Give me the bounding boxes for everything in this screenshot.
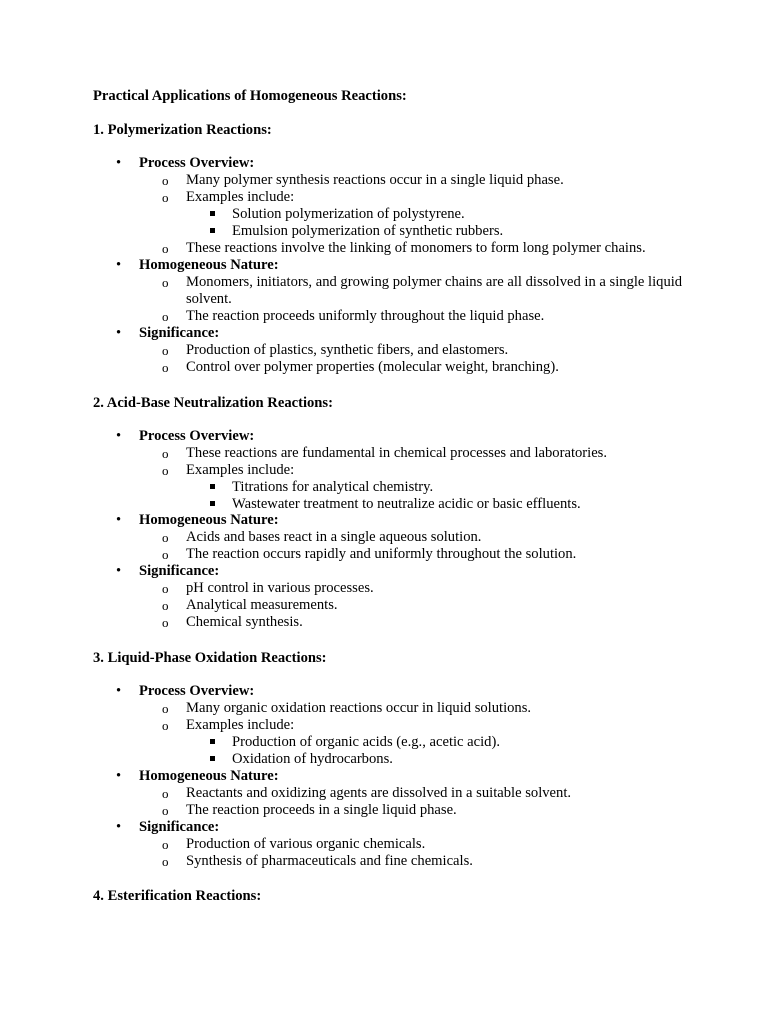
item-text: The reaction proceeds in a single liquid phase. — [186, 802, 457, 818]
list-item — [162, 529, 686, 546]
list-item — [232, 206, 465, 223]
item-label: Homogeneous Nature: — [139, 768, 279, 784]
item-text: Production of various organic chemicals. — [186, 836, 426, 852]
list-item — [116, 155, 255, 172]
circle-bullet-icon: o — [162, 190, 169, 205]
item-text: Oxidation of hydrocarbons. — [232, 751, 393, 767]
list-item — [116, 325, 220, 342]
square-bullet-icon — [210, 228, 215, 233]
circle-bullet-icon: o — [162, 547, 169, 562]
item-label: Significance: — [139, 325, 220, 341]
list-item — [162, 785, 686, 802]
list-item — [162, 614, 686, 631]
item-text: Solution polymerization of polystyrene. — [232, 206, 465, 222]
item-text: The reaction occurs rapidly and uniformly throughout the solution. — [186, 546, 577, 562]
list-item — [116, 819, 220, 836]
item-text: Many polymer synthesis reactions occur in a single liquid phase. — [186, 172, 564, 188]
item-text: Monomers, initiators, and growing polymer chains are all dissolved in a single liquid solvent. — [186, 274, 683, 308]
square-bullet-icon — [210, 501, 215, 506]
list-item — [116, 257, 279, 274]
square-bullet-icon — [210, 756, 215, 761]
list-item — [162, 700, 686, 717]
item-text: Examples include: — [186, 717, 295, 733]
item-text: Emulsion polymerization of synthetic rubbers. — [232, 223, 504, 239]
circle-bullet-icon: o — [162, 360, 169, 375]
circle-bullet-icon: o — [162, 803, 169, 818]
circle-bullet-icon: o — [162, 530, 169, 545]
circle-bullet-icon: o — [162, 241, 169, 256]
item-label: Significance: — [139, 819, 220, 835]
circle-bullet-icon: o — [162, 786, 169, 801]
list-item — [162, 240, 686, 257]
circle-bullet-icon: o — [162, 615, 169, 630]
item-text: Production of plastics, synthetic fibers, and elastomers. — [186, 342, 509, 358]
square-bullet-icon — [210, 211, 215, 216]
bullet-icon: • — [116, 428, 122, 444]
list-item — [232, 734, 500, 751]
list-item — [162, 342, 686, 359]
list-item — [162, 717, 686, 734]
section-heading: 2. Acid-Base Neutralization Reactions: — [93, 395, 333, 411]
square-bullet-icon — [210, 739, 215, 744]
circle-bullet-icon: o — [162, 343, 169, 358]
list-item — [116, 428, 255, 445]
list-item — [162, 546, 686, 563]
item-text: The reaction proceeds uniformly throughout the liquid phase. — [186, 308, 545, 324]
circle-bullet-icon: o — [162, 446, 169, 461]
circle-bullet-icon: o — [162, 309, 169, 324]
list-item — [162, 172, 686, 189]
circle-bullet-icon: o — [162, 701, 169, 716]
section-heading: 3. Liquid-Phase Oxidation Reactions: — [93, 650, 327, 666]
item-text: Wastewater treatment to neutralize acidic or basic effluents. — [232, 496, 581, 512]
item-text: Examples include: — [186, 462, 295, 478]
list-item — [162, 836, 686, 853]
item-label: Significance: — [139, 563, 220, 579]
list-item — [232, 751, 393, 768]
list-item — [162, 445, 686, 462]
list-item — [232, 496, 581, 513]
bullet-icon: • — [116, 768, 122, 784]
bullet-icon: • — [116, 512, 122, 528]
circle-bullet-icon: o — [162, 718, 169, 733]
list-item — [116, 768, 279, 785]
circle-bullet-icon: o — [162, 598, 169, 613]
bullet-icon: • — [116, 257, 122, 273]
item-label: Process Overview: — [139, 155, 255, 171]
circle-bullet-icon: o — [162, 581, 169, 596]
item-text: Titrations for analytical chemistry. — [232, 479, 434, 495]
circle-bullet-icon: o — [162, 463, 169, 478]
list-item — [162, 308, 686, 325]
document-title: Practical Applications of Homogeneous Reactions: — [93, 88, 407, 104]
bullet-icon: • — [116, 563, 122, 579]
item-text: pH control in various processes. — [186, 580, 374, 596]
item-text: Synthesis of pharmaceuticals and fine chemicals. — [186, 853, 473, 869]
item-text: These reactions are fundamental in chemical processes and laboratories. — [186, 445, 608, 461]
item-text: Many organic oxidation reactions occur in liquid solutions. — [186, 700, 532, 716]
circle-bullet-icon: o — [162, 275, 169, 290]
list-item — [162, 580, 686, 597]
list-item — [162, 853, 686, 870]
list-item — [162, 597, 686, 614]
bullet-icon: • — [116, 683, 122, 699]
list-item — [116, 512, 279, 529]
bullet-icon: • — [116, 325, 122, 341]
list-item — [116, 683, 255, 700]
list-item — [162, 189, 686, 206]
list-item — [162, 802, 686, 819]
section-heading: 1. Polymerization Reactions: — [93, 122, 272, 138]
list-item — [116, 563, 220, 580]
list-item — [162, 274, 686, 308]
bullet-icon: • — [116, 819, 122, 835]
item-text: Reactants and oxidizing agents are dissolved in a suitable solvent. — [186, 785, 572, 801]
section-heading: 4. Esterification Reactions: — [93, 888, 262, 904]
square-bullet-icon — [210, 484, 215, 489]
item-text: These reactions involve the linking of monomers to form long polymer chains. — [186, 240, 646, 256]
circle-bullet-icon: o — [162, 837, 169, 852]
item-text: Production of organic acids (e.g., acetic acid). — [232, 734, 500, 750]
list-item — [162, 359, 686, 376]
item-text: Examples include: — [186, 189, 295, 205]
item-label: Process Overview: — [139, 428, 255, 444]
item-label: Homogeneous Nature: — [139, 512, 279, 528]
item-text: Acids and bases react in a single aqueous solution. — [186, 529, 482, 545]
item-label: Process Overview: — [139, 683, 255, 699]
circle-bullet-icon: o — [162, 854, 169, 869]
item-label: Homogeneous Nature: — [139, 257, 279, 273]
bullet-icon: • — [116, 155, 122, 171]
circle-bullet-icon: o — [162, 173, 169, 188]
item-text: Chemical synthesis. — [186, 614, 303, 630]
item-text: Control over polymer properties (molecular weight, branching). — [186, 359, 559, 375]
list-item — [232, 223, 503, 240]
list-item — [232, 479, 433, 496]
list-item — [162, 462, 686, 479]
item-text: Analytical measurements. — [186, 597, 338, 613]
